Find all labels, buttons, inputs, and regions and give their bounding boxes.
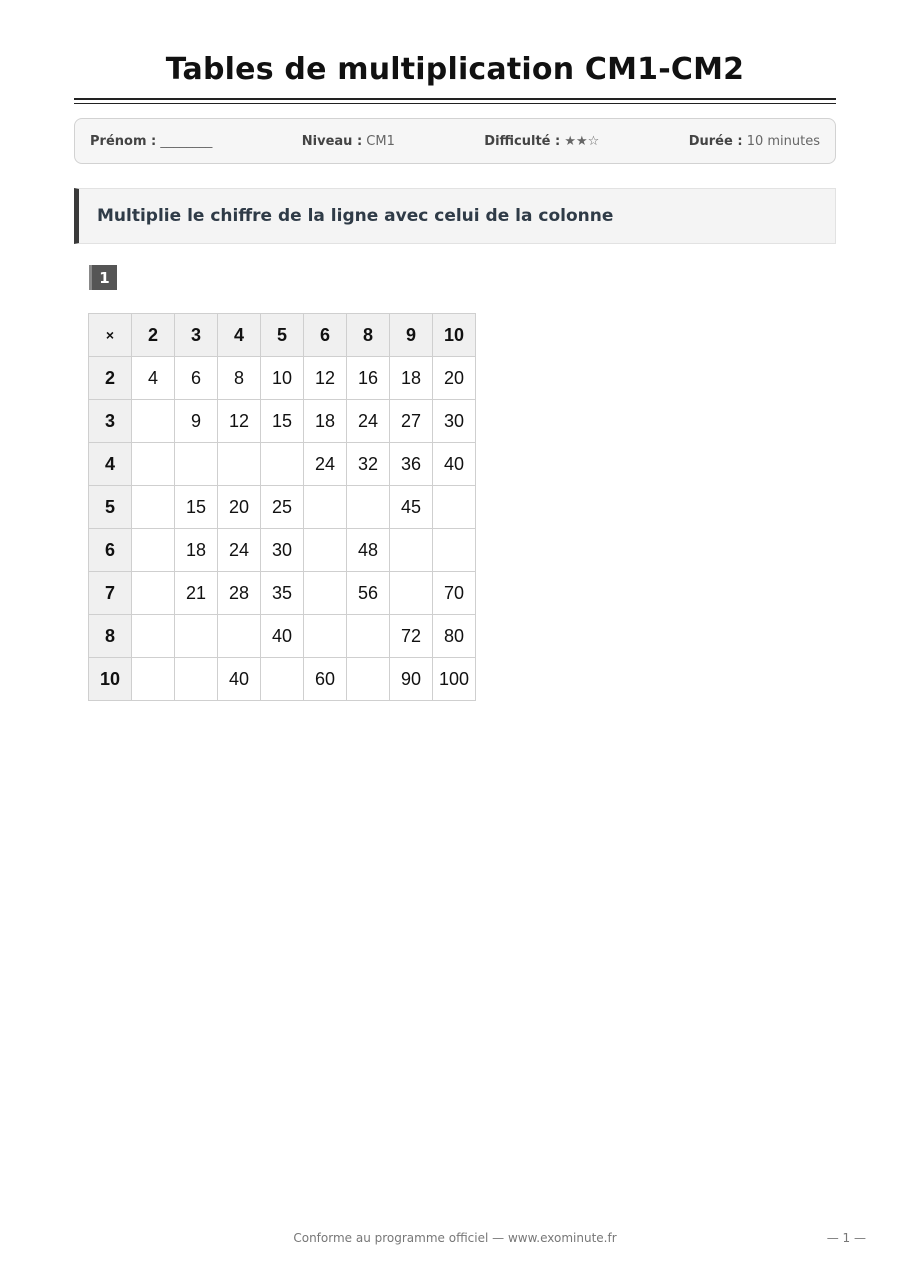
table-row xyxy=(89,443,476,486)
answer-cell-empty[interactable] xyxy=(347,615,390,658)
answer-cell-empty[interactable] xyxy=(132,572,175,615)
row-header: 8 xyxy=(89,615,132,658)
duration-label: Durée : xyxy=(688,133,743,149)
product-cell: 18 xyxy=(390,357,433,400)
column-header: 3 xyxy=(175,314,218,357)
product-cell: 6 xyxy=(175,357,218,400)
product-cell: 40 xyxy=(433,443,476,486)
answer-cell-empty[interactable] xyxy=(132,486,175,529)
column-header: 10 xyxy=(433,314,476,357)
product-cell: 21 xyxy=(175,572,218,615)
row-header: 2 xyxy=(89,357,132,400)
answer-cell-empty[interactable] xyxy=(304,572,347,615)
product-cell: 40 xyxy=(261,615,304,658)
column-header: 8 xyxy=(347,314,390,357)
table-row xyxy=(89,615,476,658)
product-cell: 27 xyxy=(390,400,433,443)
column-header: 6 xyxy=(304,314,347,357)
name-value: ________ xyxy=(160,133,213,149)
product-cell: 10 xyxy=(261,357,304,400)
row-header: 10 xyxy=(89,658,132,701)
product-cell: 48 xyxy=(347,529,390,572)
table-row xyxy=(89,400,476,443)
product-cell: 28 xyxy=(218,572,261,615)
product-cell: 25 xyxy=(261,486,304,529)
answer-cell-empty[interactable] xyxy=(132,400,175,443)
product-cell: 9 xyxy=(175,400,218,443)
level-label: Niveau : xyxy=(301,133,363,149)
product-cell: 45 xyxy=(390,486,433,529)
answer-cell-empty[interactable] xyxy=(390,572,433,615)
answer-cell-empty[interactable] xyxy=(132,529,175,572)
duration-value: 10 minutes xyxy=(746,133,820,149)
product-cell: 4 xyxy=(132,357,175,400)
answer-cell-empty[interactable] xyxy=(304,529,347,572)
row-header: 6 xyxy=(89,529,132,572)
name-label: Prénom : xyxy=(90,133,157,149)
answer-cell-empty[interactable] xyxy=(347,486,390,529)
product-cell: 20 xyxy=(218,486,261,529)
table-row xyxy=(89,572,476,615)
answer-cell-empty[interactable] xyxy=(132,615,175,658)
product-cell: 12 xyxy=(304,357,347,400)
product-cell: 72 xyxy=(390,615,433,658)
table-row xyxy=(89,658,476,701)
name-field xyxy=(90,134,212,149)
table-header-row xyxy=(89,314,476,357)
product-cell: 32 xyxy=(347,443,390,486)
product-cell: 30 xyxy=(261,529,304,572)
page-number: — 1 — xyxy=(826,1231,866,1245)
product-cell: 12 xyxy=(218,400,261,443)
answer-cell-empty[interactable] xyxy=(433,529,476,572)
product-cell: 36 xyxy=(390,443,433,486)
info-bar xyxy=(74,118,836,164)
table-row xyxy=(89,357,476,400)
row-header: 5 xyxy=(89,486,132,529)
answer-cell-empty[interactable] xyxy=(390,529,433,572)
column-header: 9 xyxy=(390,314,433,357)
product-cell: 100 xyxy=(433,658,476,701)
product-cell: 56 xyxy=(347,572,390,615)
answer-cell-empty[interactable] xyxy=(218,443,261,486)
product-cell: 16 xyxy=(347,357,390,400)
difficulty-field xyxy=(484,134,599,149)
answer-cell-empty[interactable] xyxy=(132,443,175,486)
table-body xyxy=(89,357,476,701)
table-row xyxy=(89,486,476,529)
answer-cell-empty[interactable] xyxy=(175,658,218,701)
table-row xyxy=(89,529,476,572)
multiplication-table xyxy=(88,313,476,701)
product-cell: 15 xyxy=(175,486,218,529)
table-corner: × xyxy=(89,314,132,357)
product-cell: 60 xyxy=(304,658,347,701)
product-cell: 40 xyxy=(218,658,261,701)
product-cell: 15 xyxy=(261,400,304,443)
product-cell: 24 xyxy=(304,443,347,486)
product-cell: 20 xyxy=(433,357,476,400)
row-header: 4 xyxy=(89,443,132,486)
level-value: CM1 xyxy=(366,133,395,149)
answer-cell-empty[interactable] xyxy=(261,658,304,701)
difficulty-stars: ★★☆ xyxy=(564,133,600,149)
level-field xyxy=(302,134,395,149)
product-cell: 70 xyxy=(433,572,476,615)
duration-field xyxy=(689,134,820,149)
answer-cell-empty[interactable] xyxy=(304,615,347,658)
answer-cell-empty[interactable] xyxy=(304,486,347,529)
column-header: 5 xyxy=(261,314,304,357)
row-header: 7 xyxy=(89,572,132,615)
answer-cell-empty[interactable] xyxy=(175,615,218,658)
answer-cell-empty[interactable] xyxy=(261,443,304,486)
exercise-number-badge: 1 xyxy=(89,265,117,290)
title-divider xyxy=(74,98,836,104)
product-cell: 30 xyxy=(433,400,476,443)
row-header: 3 xyxy=(89,400,132,443)
product-cell: 18 xyxy=(304,400,347,443)
answer-cell-empty[interactable] xyxy=(218,615,261,658)
product-cell: 35 xyxy=(261,572,304,615)
answer-cell-empty[interactable] xyxy=(347,658,390,701)
product-cell: 90 xyxy=(390,658,433,701)
product-cell: 18 xyxy=(175,529,218,572)
difficulty-label: Difficulté : xyxy=(484,133,561,149)
column-header: 4 xyxy=(218,314,261,357)
product-cell: 80 xyxy=(433,615,476,658)
product-cell: 8 xyxy=(218,357,261,400)
product-cell: 24 xyxy=(218,529,261,572)
answer-cell-empty[interactable] xyxy=(175,443,218,486)
answer-cell-empty[interactable] xyxy=(132,658,175,701)
product-cell: 24 xyxy=(347,400,390,443)
column-header: 2 xyxy=(132,314,175,357)
footer-text: Conforme au programme officiel — www.exominute.fr xyxy=(293,1231,617,1245)
answer-cell-empty[interactable] xyxy=(433,486,476,529)
page-title: Tables de multiplication CM1-CM2 xyxy=(165,52,745,87)
instruction-box: Multiplie le chiffre de la ligne avec celui de la colonne xyxy=(74,188,836,244)
